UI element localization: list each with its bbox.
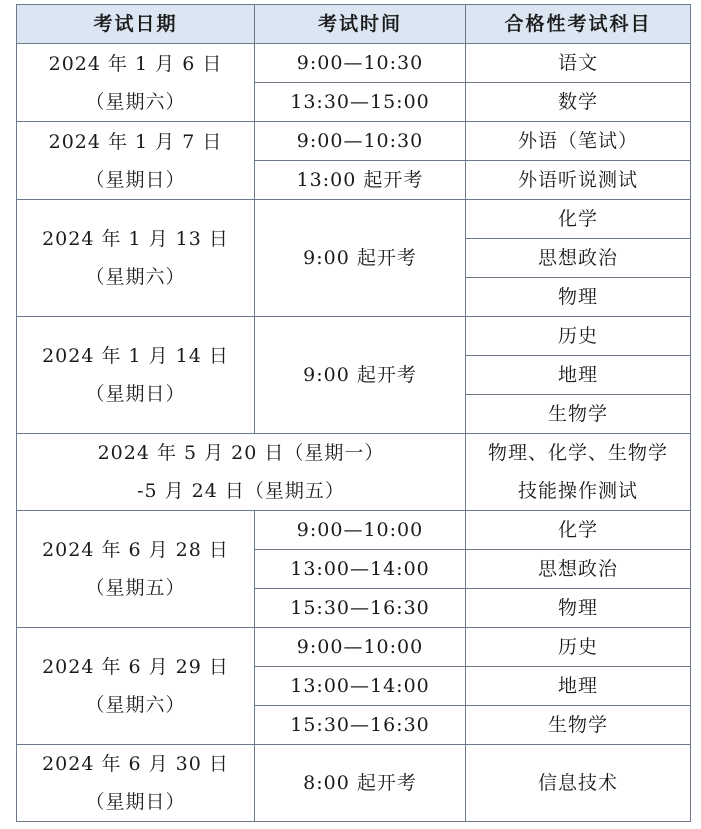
header-row bbox=[17, 5, 691, 44]
table-row bbox=[17, 628, 691, 667]
subject-cell: 思想政治 bbox=[466, 239, 691, 278]
time-cell: 9:00—10:30 bbox=[255, 44, 466, 83]
weekday-text: （星期日） bbox=[85, 791, 186, 813]
date-text: 2024 年 1 月 6 日 bbox=[48, 52, 223, 75]
subject-cell: 化学 bbox=[466, 511, 691, 550]
subject-cell: 物理 bbox=[466, 589, 691, 628]
table-row bbox=[17, 200, 691, 239]
weekday-text: （星期六） bbox=[85, 694, 186, 716]
time-cell: 15:30—16:30 bbox=[255, 589, 466, 628]
subject-cell: 数学 bbox=[466, 83, 691, 122]
subject-line: 技能操作测试 bbox=[517, 480, 638, 502]
date-range-start: 2024 年 5 月 20 日（星期一） bbox=[97, 442, 385, 464]
subject-cell: 地理 bbox=[466, 356, 691, 395]
date-cell bbox=[17, 200, 255, 317]
time-cell: 13:00—14:00 bbox=[255, 550, 466, 589]
date-cell bbox=[17, 44, 255, 122]
subject-cell: 历史 bbox=[466, 628, 691, 667]
subject-cell: 思想政治 bbox=[466, 550, 691, 589]
date-text: 2024 年 1 月 13 日 bbox=[42, 228, 229, 250]
date-cell bbox=[17, 122, 255, 200]
table-row bbox=[17, 44, 691, 83]
header-exam-time: 考试时间 bbox=[255, 5, 466, 44]
subject-cell: 生物学 bbox=[466, 395, 691, 434]
weekday-text: （星期日） bbox=[85, 383, 186, 405]
subject-cell: 化学 bbox=[466, 200, 691, 239]
weekday-text: （星期六） bbox=[85, 90, 186, 113]
date-text: 2024 年 1 月 7 日 bbox=[48, 130, 223, 153]
table-row bbox=[17, 122, 691, 161]
date-range-cell bbox=[17, 434, 466, 511]
weekday-text: （星期六） bbox=[85, 266, 186, 288]
header-subject: 合格性考试科目 bbox=[466, 5, 691, 44]
header-exam-date: 考试日期 bbox=[17, 5, 255, 44]
subject-cell bbox=[466, 434, 691, 511]
subject-cell: 地理 bbox=[466, 667, 691, 706]
time-cell: 9:00—10:30 bbox=[255, 122, 466, 161]
date-text: 2024 年 6 月 30 日 bbox=[42, 753, 229, 775]
date-text: 2024 年 6 月 28 日 bbox=[42, 539, 229, 561]
table-row bbox=[17, 317, 691, 356]
table-row bbox=[17, 511, 691, 550]
date-text: 2024 年 6 月 29 日 bbox=[42, 656, 229, 678]
time-cell: 13:30—15:00 bbox=[255, 83, 466, 122]
date-text: 2024 年 1 月 14 日 bbox=[42, 345, 229, 367]
time-cell: 9:00 起开考 bbox=[255, 200, 466, 317]
date-cell bbox=[17, 511, 255, 628]
subject-cell: 信息技术 bbox=[466, 745, 691, 822]
date-cell bbox=[17, 628, 255, 745]
time-cell: 13:00 起开考 bbox=[255, 161, 466, 200]
time-cell: 13:00—14:00 bbox=[255, 667, 466, 706]
subject-cell: 外语（笔试） bbox=[466, 122, 691, 161]
subject-cell: 外语听说测试 bbox=[466, 161, 691, 200]
subject-cell: 历史 bbox=[466, 317, 691, 356]
date-cell bbox=[17, 317, 255, 434]
date-cell bbox=[17, 745, 255, 822]
exam-schedule-table bbox=[16, 4, 691, 822]
weekday-text: （星期五） bbox=[85, 577, 186, 599]
subject-cell: 物理 bbox=[466, 278, 691, 317]
subject-line: 物理、化学、生物学 bbox=[487, 442, 668, 464]
time-cell: 15:30—16:30 bbox=[255, 706, 466, 745]
time-cell: 9:00 起开考 bbox=[255, 317, 466, 434]
time-cell: 8:00 起开考 bbox=[255, 745, 466, 822]
date-range-end: -5 月 24 日（星期五） bbox=[137, 480, 345, 502]
subject-cell: 生物学 bbox=[466, 706, 691, 745]
weekday-text: （星期日） bbox=[85, 168, 186, 191]
time-cell: 9:00—10:00 bbox=[255, 511, 466, 550]
subject-cell: 语文 bbox=[466, 44, 691, 83]
time-cell: 9:00—10:00 bbox=[255, 628, 466, 667]
